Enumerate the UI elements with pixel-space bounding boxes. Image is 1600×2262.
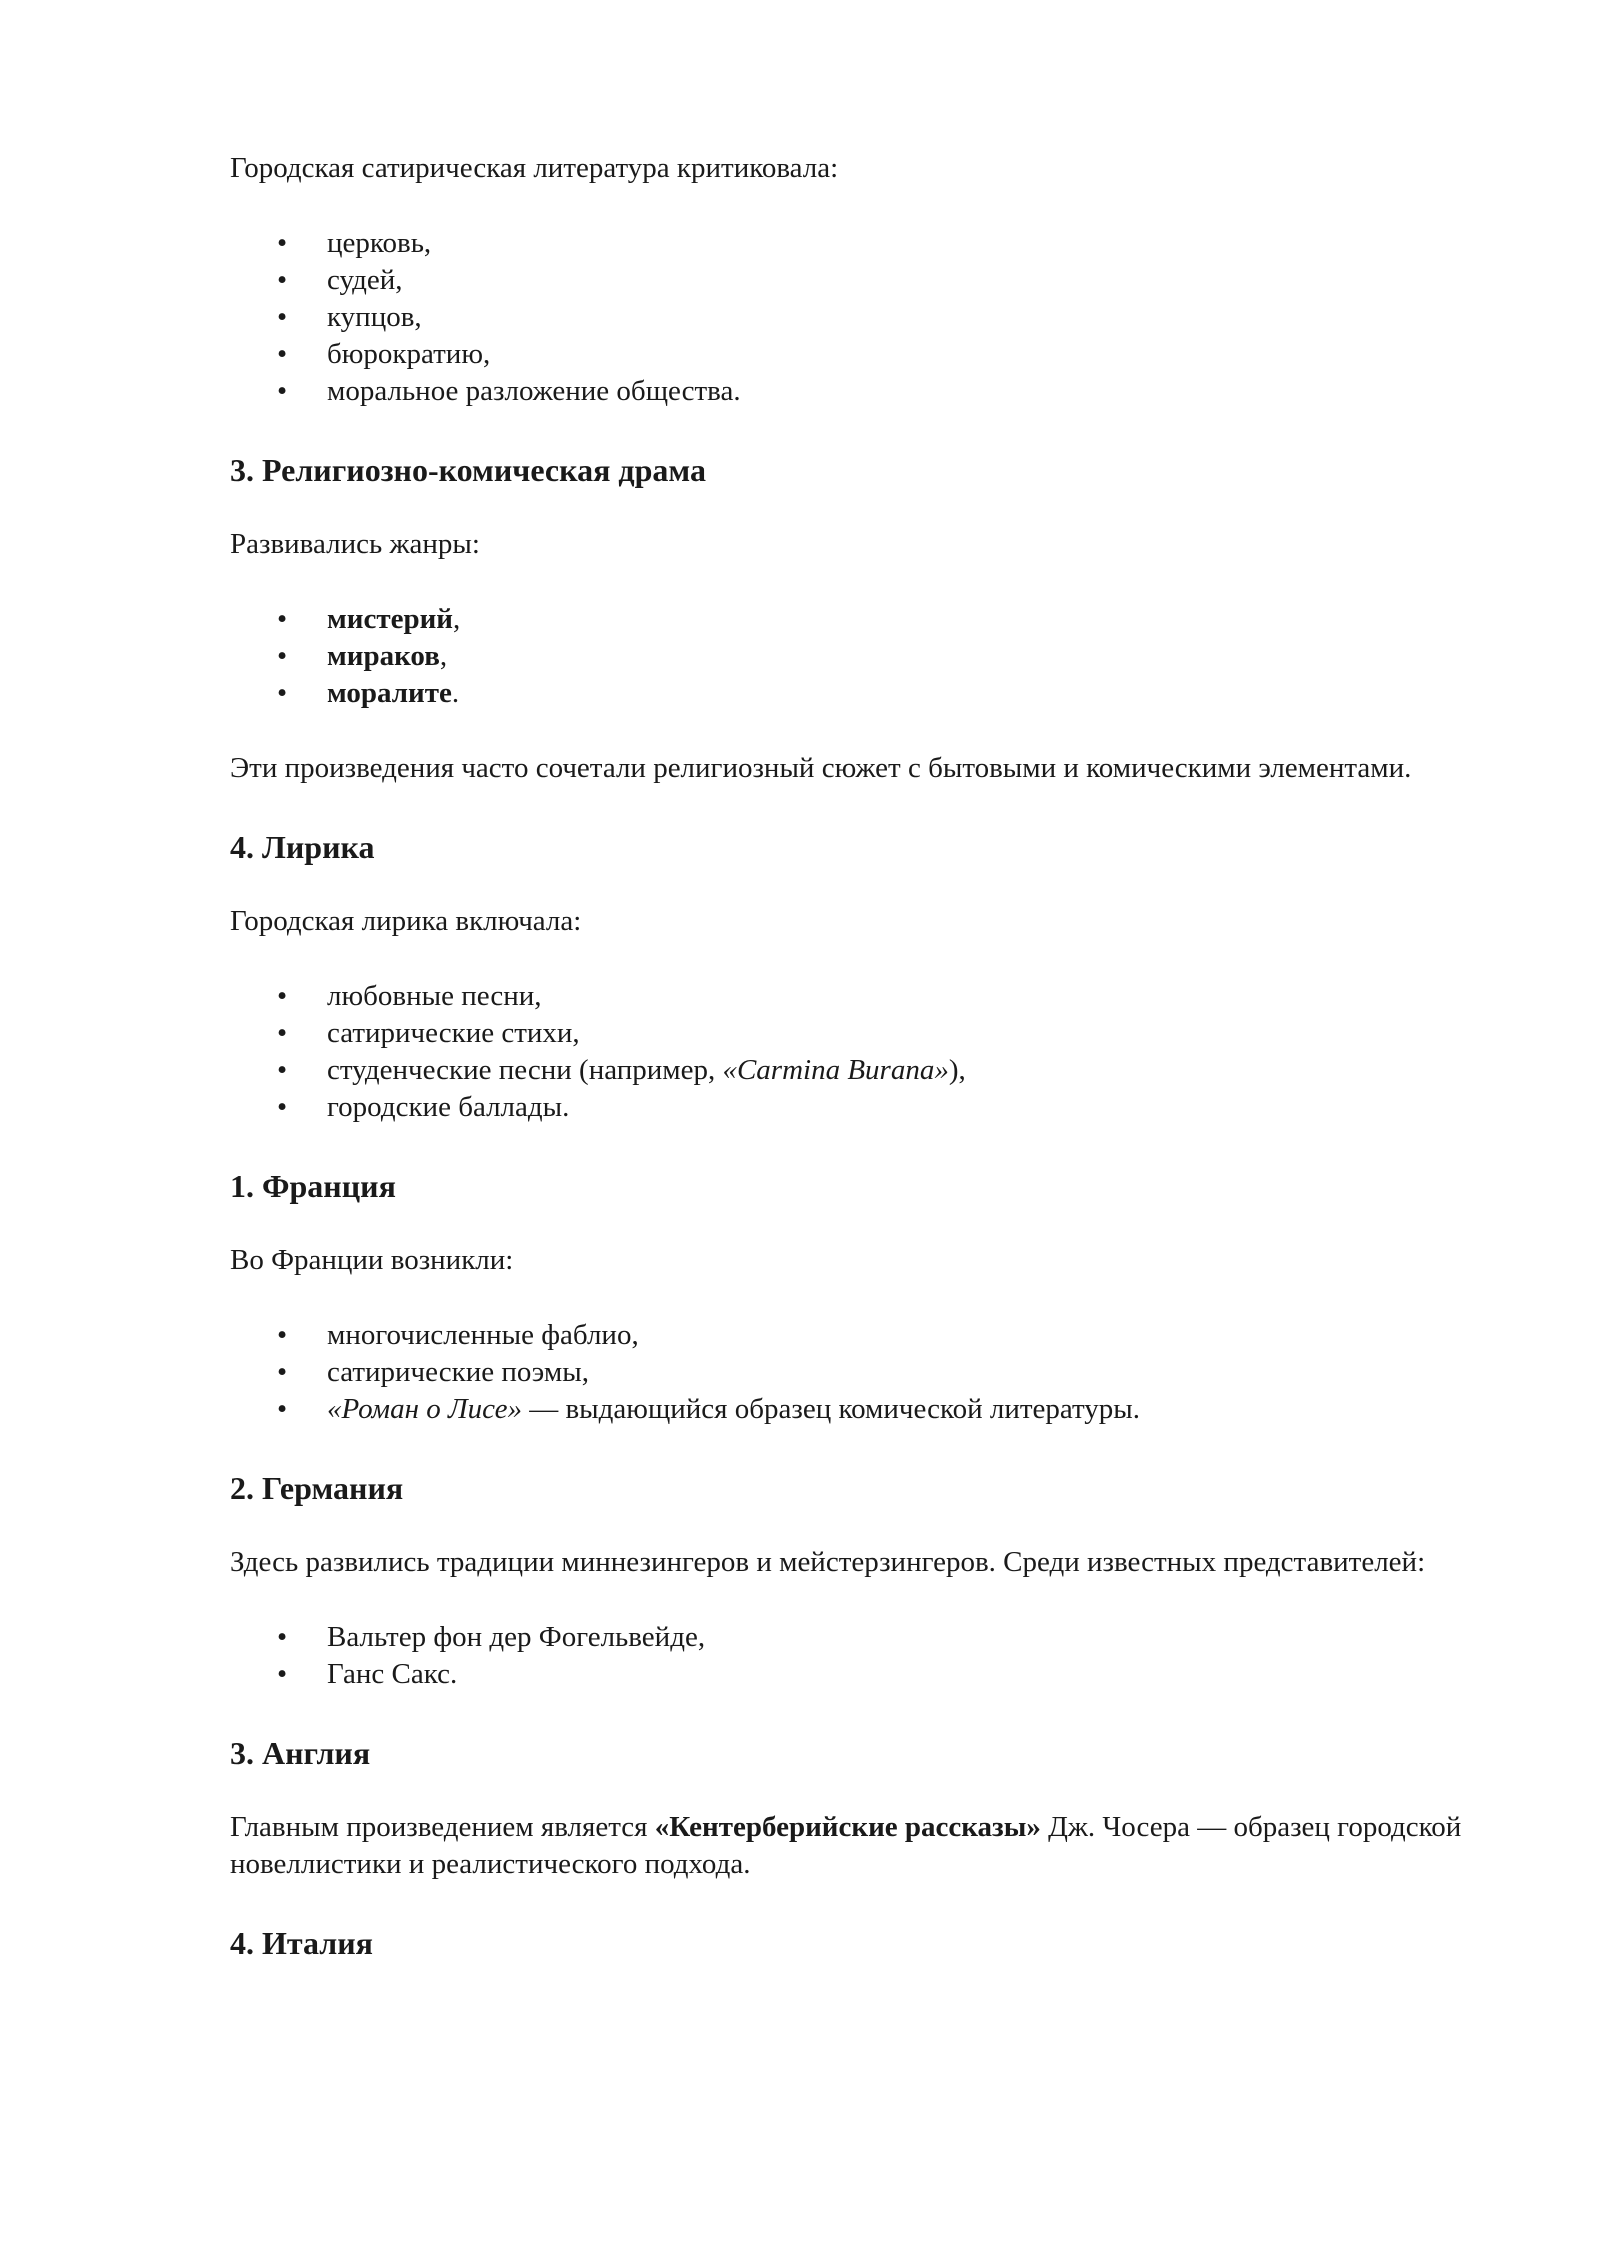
bullet-icon: • bbox=[277, 338, 288, 370]
work-title: «Кентерберийские рассказы» bbox=[654, 1811, 1041, 1843]
satire-intro: Городская сатирическая литература критиковала: bbox=[230, 152, 839, 184]
list-item: • сатирические поэмы, bbox=[230, 1354, 1480, 1391]
france-list bbox=[230, 1317, 1480, 1428]
list-item: • бюрократию, bbox=[230, 336, 1480, 373]
list-item: • судей, bbox=[230, 262, 1480, 299]
document-page bbox=[230, 150, 1480, 1963]
work-title: «Роман о Лисе» bbox=[327, 1393, 522, 1425]
bullet-icon: • bbox=[277, 1091, 288, 1123]
drama-intro: Развивались жанры: bbox=[230, 528, 480, 560]
list-item: • мираков, bbox=[230, 638, 1480, 675]
list-item: • церковь, bbox=[230, 225, 1480, 262]
list-item: • многочисленные фаблио, bbox=[230, 1317, 1480, 1354]
france-intro: Во Франции возникли: bbox=[230, 1244, 514, 1276]
list-item: • моралите. bbox=[230, 675, 1480, 712]
genre-name: моралите bbox=[327, 677, 452, 709]
lyric-list bbox=[230, 978, 1480, 1126]
germany-intro: Здесь развились традиции миннезингеров и мейстерзингеров. Среди известных представителей: bbox=[230, 1546, 1426, 1578]
list-item: • моральное разложение общества. bbox=[230, 373, 1480, 410]
bullet-icon: • bbox=[277, 1017, 288, 1049]
england-text: Главным произведением является «Кентерберийские рассказы» Дж. Чосера — образец городской новеллистики и реалистического подхода. bbox=[230, 1811, 1462, 1880]
bullet-icon: • bbox=[277, 640, 288, 672]
bullet-icon: • bbox=[277, 677, 288, 709]
list-item: • студенческие песни (например, «Carmina Burana»), bbox=[230, 1052, 1480, 1089]
bullet-icon: • bbox=[277, 375, 288, 407]
list-item: • городские баллады. bbox=[230, 1089, 1480, 1126]
germany-list bbox=[230, 1619, 1480, 1693]
bullet-icon: • bbox=[277, 1658, 288, 1690]
bullet-icon: • bbox=[277, 1393, 288, 1425]
lyric-intro: Городская лирика включала: bbox=[230, 905, 582, 937]
drama-note: Эти произведения часто сочетали религиозный сюжет с бытовыми и комическими элементами. bbox=[230, 752, 1412, 784]
bullet-icon: • bbox=[277, 1356, 288, 1388]
section-heading-germany: 2. Германия bbox=[230, 1470, 404, 1506]
drama-genres-list bbox=[230, 601, 1480, 712]
section-heading-lyric: 4. Лирика bbox=[230, 829, 375, 865]
bullet-icon: • bbox=[277, 227, 288, 259]
list-item: • мистерий, bbox=[230, 601, 1480, 638]
list-item: • любовные песни, bbox=[230, 978, 1480, 1015]
list-item: • Ганс Сакс. bbox=[230, 1656, 1480, 1693]
bullet-icon: • bbox=[277, 603, 288, 635]
list-item: • Вальтер фон дер Фогельвейде, bbox=[230, 1619, 1480, 1656]
section-heading-england: 3. Англия bbox=[230, 1735, 371, 1771]
list-item: • «Роман о Лисе» — выдающийся образец комической литературы. bbox=[230, 1391, 1480, 1428]
bullet-icon: • bbox=[277, 1054, 288, 1086]
bullet-icon: • bbox=[277, 980, 288, 1012]
list-item: • купцов, bbox=[230, 299, 1480, 336]
bullet-icon: • bbox=[277, 264, 288, 296]
genre-name: мираков bbox=[327, 640, 440, 672]
section-heading-italy: 4. Италия bbox=[230, 1925, 373, 1961]
bullet-icon: • bbox=[277, 301, 288, 333]
work-title: «Carmina Burana» bbox=[722, 1054, 949, 1086]
bullet-icon: • bbox=[277, 1621, 288, 1653]
list-item: • сатирические стихи, bbox=[230, 1015, 1480, 1052]
bullet-icon: • bbox=[277, 1319, 288, 1351]
genre-name: мистерий bbox=[327, 603, 453, 635]
satire-targets-list bbox=[230, 225, 1480, 410]
section-heading-drama: 3. Религиозно-комическая драма bbox=[230, 452, 706, 488]
section-heading-france: 1. Франция bbox=[230, 1168, 396, 1204]
